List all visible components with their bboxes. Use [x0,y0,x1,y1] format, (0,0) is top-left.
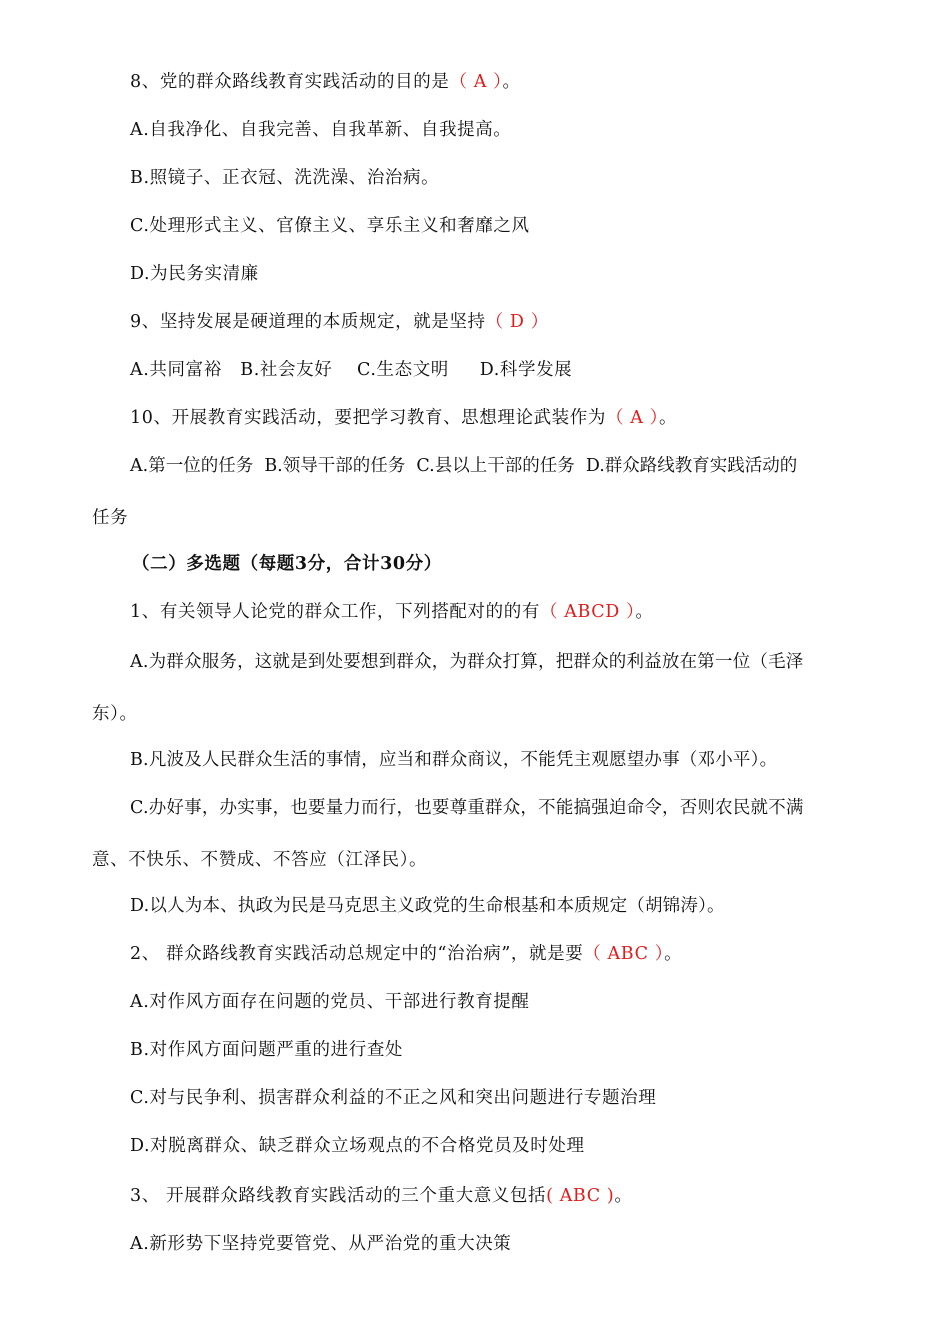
answer-mark: （ ABC ） [583,944,665,964]
question-8-stem [130,70,521,94]
question-9-options: A.共同富裕 B.社会友好 C.生态文明 D.科学发展 [130,360,573,380]
answer-mark: （ ABCD ） [539,602,636,622]
multi-question-1-option-a: A.为群众服务，这就是到处要想到群众，为群众打算，把群众的利益放在第一位（毛泽 [130,652,804,672]
answer-mark: ( ABC ) [546,1186,615,1206]
answer-mark: （ A ） [449,72,503,92]
question-text: 3、 开展群众路线教育实践活动的三个重大意义包括 [130,1186,547,1206]
punctuation: 。 [614,1186,633,1206]
question-text: 8、党的群众路线教育实践活动的目的是 [130,72,450,92]
punctuation: 。 [635,602,654,622]
multi-question-1-option-c-wrap: 意、不快乐、不赞成、不答应（江泽民）。 [92,850,428,870]
multi-question-1-option-c: C.办好事，办实事，也要量力而行，也要尊重群众，不能搞强迫命令，否则农民就不满 [130,798,804,818]
question-text: 2、 群众路线教育实践活动总规定中的“治治病”，就是要 [130,944,584,964]
multi-question-2-option-a: A.对作风方面存在问题的党员、干部进行教育提醒 [130,992,530,1012]
multi-question-1-option-a-wrap: 东）。 [92,704,138,724]
multi-question-2-option-d: D.对脱离群众、缺乏群众立场观点的不合格党员及时处理 [130,1136,585,1156]
multi-question-3-stem [130,1184,632,1208]
section-heading-multiple-choice: （二）多选题（每题3分，合计30分） [132,554,442,574]
punctuation: 。 [502,72,521,92]
question-text: 9、坚持发展是硬道理的本质规定，就是坚持 [130,312,486,332]
question-10-options-wrap: 任务 [92,508,129,528]
question-8-option-c: C.处理形式主义、官僚主义、享乐主义和奢靡之风 [130,216,530,236]
multi-question-1-option-b: B.凡波及人民群众生活的事情，应当和群众商议，不能凭主观愿望办事（邓小平）。 [130,750,778,770]
multi-question-2-stem [130,942,682,966]
multi-question-1-option-d: D.以人为本、执政为民是马克思主义政党的生命根基和本质规定（胡锦涛）。 [130,896,725,916]
multi-question-1-stem [130,600,653,624]
question-10-stem [130,406,677,430]
multi-question-3-option-a: A.新形势下坚持党要管党、从严治党的重大决策 [130,1234,512,1254]
answer-mark: （ D ） [485,312,549,332]
punctuation: 。 [664,944,683,964]
question-8-option-a: A.自我净化、自我完善、自我革新、自我提高。 [130,120,512,140]
punctuation: 。 [658,408,678,428]
question-10-options: A.第一位的任务 B.领导干部的任务 C.县以上干部的任务 D.群众路线教育实践活动的 [130,456,798,476]
answer-mark: （ A ） [605,408,659,428]
question-9-stem [130,310,549,334]
question-8-option-b: B.照镜子、正衣冠、洗洗澡、治治病。 [130,168,440,188]
question-text: 10、开展教育实践活动，要把学习教育、思想理论武装作为 [130,408,606,428]
multi-question-2-option-b: B.对作风方面问题严重的进行查处 [130,1040,404,1060]
multi-question-2-option-c: C.对与民争利、损害群众利益的不正之风和突出问题进行专题治理 [130,1088,657,1108]
question-8-option-d: D.为民务实清廉 [130,264,259,284]
question-text: 1、有关领导人论党的群众工作，下列搭配对的的有 [130,602,540,622]
